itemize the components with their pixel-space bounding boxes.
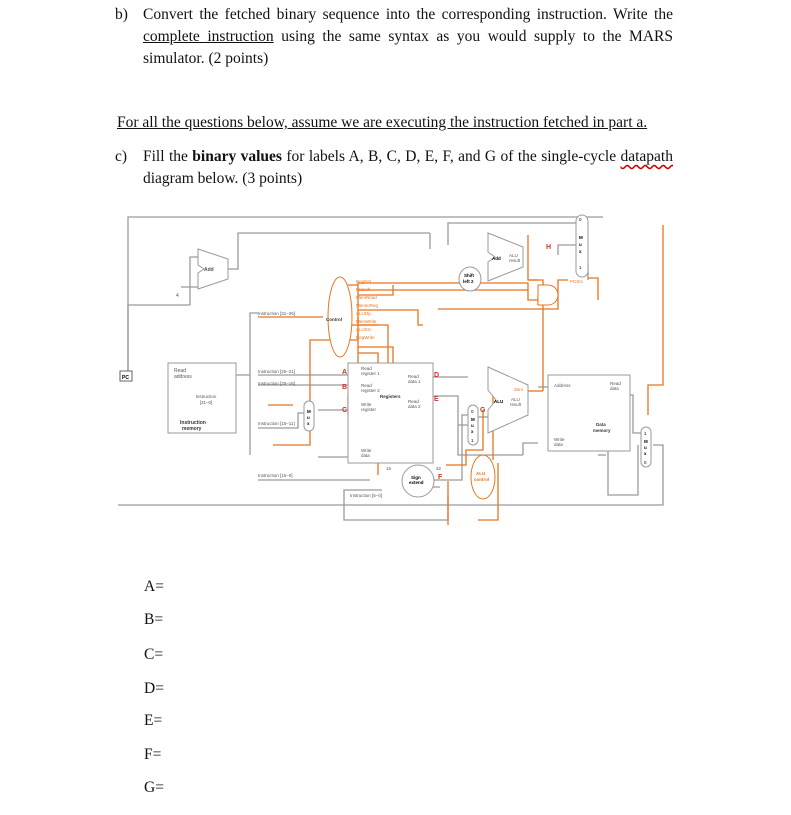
svg-text:Read: Read [361, 383, 372, 388]
svg-text:left 2: left 2 [463, 279, 474, 284]
assumption-note: For all the questions below, assume we are executing the instruction fetched in part a. [117, 114, 648, 131]
svg-text:u: u [307, 415, 310, 420]
svg-text:M: M [471, 417, 475, 422]
svg-text:Read: Read [361, 366, 372, 371]
question-c-text-3: diagram below. (3 points) [143, 170, 303, 187]
svg-text:0: 0 [644, 460, 647, 465]
answer-e: E= [144, 712, 163, 729]
question-c-text [143, 146, 673, 190]
svg-text:ALUOp: ALUOp [356, 311, 371, 316]
svg-text:PCSrc: PCSrc [570, 279, 584, 284]
svg-text:Write: Write [554, 437, 565, 442]
svg-text:Instruction [20–16]: Instruction [20–16] [258, 381, 296, 386]
svg-text:RegDst: RegDst [356, 279, 372, 284]
svg-text:Read: Read [408, 374, 419, 379]
svg-text:data: data [610, 386, 619, 391]
svg-text:result: result [510, 402, 522, 407]
svg-text:Shift: Shift [464, 273, 474, 278]
svg-text:data 1: data 1 [408, 379, 421, 384]
svg-text:RegWrite: RegWrite [356, 335, 375, 340]
svg-text:Read: Read [174, 368, 186, 374]
svg-text:u: u [579, 242, 582, 247]
svg-text:M: M [644, 439, 648, 444]
svg-text:G: G [480, 407, 486, 414]
answer-a: A= [144, 578, 164, 595]
svg-text:16: 16 [386, 466, 392, 471]
svg-text:1: 1 [579, 265, 582, 270]
svg-text:E: E [434, 396, 439, 403]
svg-text:Sign: Sign [411, 475, 421, 480]
svg-text:1: 1 [644, 431, 647, 436]
svg-text:memory: memory [593, 428, 611, 433]
svg-text:C: C [342, 407, 348, 414]
answer-c: C= [144, 646, 164, 663]
svg-text:address: address [174, 374, 192, 380]
svg-text:control: control [474, 477, 490, 482]
svg-text:D: D [434, 372, 440, 379]
answer-g: G= [144, 779, 164, 796]
svg-text:Address: Address [554, 383, 571, 388]
svg-text:F: F [438, 474, 443, 481]
question-c-text-1: Fill the [143, 148, 193, 165]
svg-text:ALU: ALU [476, 471, 486, 476]
svg-text:x: x [579, 249, 582, 254]
answer-f: F= [144, 746, 162, 763]
svg-text:32: 32 [436, 466, 442, 471]
svg-text:ALUSrc: ALUSrc [356, 327, 372, 332]
svg-text:register 1: register 1 [361, 371, 380, 376]
answer-d: D= [144, 680, 164, 697]
svg-text:ALU: ALU [509, 253, 518, 258]
svg-text:A: A [342, 369, 348, 376]
branch-and-gate [538, 285, 558, 305]
svg-text:x: x [471, 429, 474, 434]
question-b-label: b) [115, 6, 128, 23]
svg-text:Read: Read [610, 381, 621, 386]
svg-text:M: M [579, 235, 583, 240]
svg-text:data 2: data 2 [408, 404, 421, 409]
svg-text:0: 0 [471, 409, 474, 414]
svg-text:Zero: Zero [514, 387, 524, 392]
question-b-text-underlined: complete instruction [143, 28, 274, 45]
svg-text:PC: PC [122, 375, 129, 381]
svg-text:register 2: register 2 [361, 388, 380, 393]
svg-text:4: 4 [176, 293, 179, 299]
svg-text:1: 1 [471, 438, 474, 443]
question-b-text-1: Convert the fetched binary sequence into the corresponding instruction. Write the [143, 6, 673, 23]
svg-text:B: B [342, 384, 348, 391]
svg-text:Write: Write [361, 402, 372, 407]
svg-text:Add: Add [492, 256, 501, 261]
svg-text:MemWrite: MemWrite [356, 319, 377, 324]
svg-text:Control: Control [326, 317, 342, 322]
svg-text:0: 0 [579, 217, 582, 222]
svg-text:Add: Add [204, 267, 214, 273]
svg-text:H: H [546, 244, 552, 251]
svg-text:x: x [307, 421, 310, 426]
datapath-diagram [118, 205, 678, 525]
svg-text:u: u [644, 445, 647, 450]
question-b-text [143, 4, 673, 70]
svg-text:extend: extend [409, 480, 424, 485]
svg-text:Write: Write [361, 448, 372, 453]
svg-text:Read: Read [408, 399, 419, 404]
svg-text:Instruction: Instruction [195, 394, 217, 399]
svg-text:Instruction [15–11]: Instruction [15–11] [258, 421, 295, 426]
svg-text:[31–0]: [31–0] [199, 400, 213, 405]
svg-text:data: data [361, 453, 370, 458]
svg-text:u: u [471, 423, 474, 428]
svg-text:result: result [509, 258, 521, 263]
svg-text:Instruction: Instruction [180, 420, 206, 426]
svg-text:Instruction [5–0]: Instruction [5–0] [350, 493, 383, 498]
svg-text:ALU: ALU [494, 399, 504, 404]
svg-text:Instruction [31–26]: Instruction [31–26] [258, 311, 296, 316]
question-b-text-3: using the same syntax as you would supply to the MARS simulator. (2 points) [143, 28, 673, 67]
question-c-text-2: for labels A, B, C, D, E, F, and G of the single-cycle [281, 148, 621, 165]
svg-text:Instruction [15–0]: Instruction [15–0] [258, 473, 293, 478]
pcsrc-mux [576, 215, 588, 277]
svg-text:Branch: Branch [356, 287, 371, 292]
svg-text:data: data [554, 442, 563, 447]
question-c-spellcheck-word: datapath [620, 148, 673, 165]
svg-text:MemRead: MemRead [356, 295, 377, 300]
answer-b: B= [144, 611, 164, 628]
svg-text:Instruction [25–21]: Instruction [25–21] [258, 369, 296, 374]
svg-text:x: x [644, 451, 647, 456]
svg-text:Data: Data [596, 422, 606, 427]
svg-text:MemtoReg: MemtoReg [356, 303, 379, 308]
question-c-label: c) [115, 148, 128, 165]
svg-text:memory: memory [182, 426, 202, 432]
question-c-bold: binary values [192, 148, 282, 165]
svg-text:Registers: Registers [380, 394, 401, 399]
svg-text:register: register [361, 407, 377, 412]
svg-text:M: M [307, 409, 311, 414]
svg-text:ALU: ALU [511, 397, 520, 402]
